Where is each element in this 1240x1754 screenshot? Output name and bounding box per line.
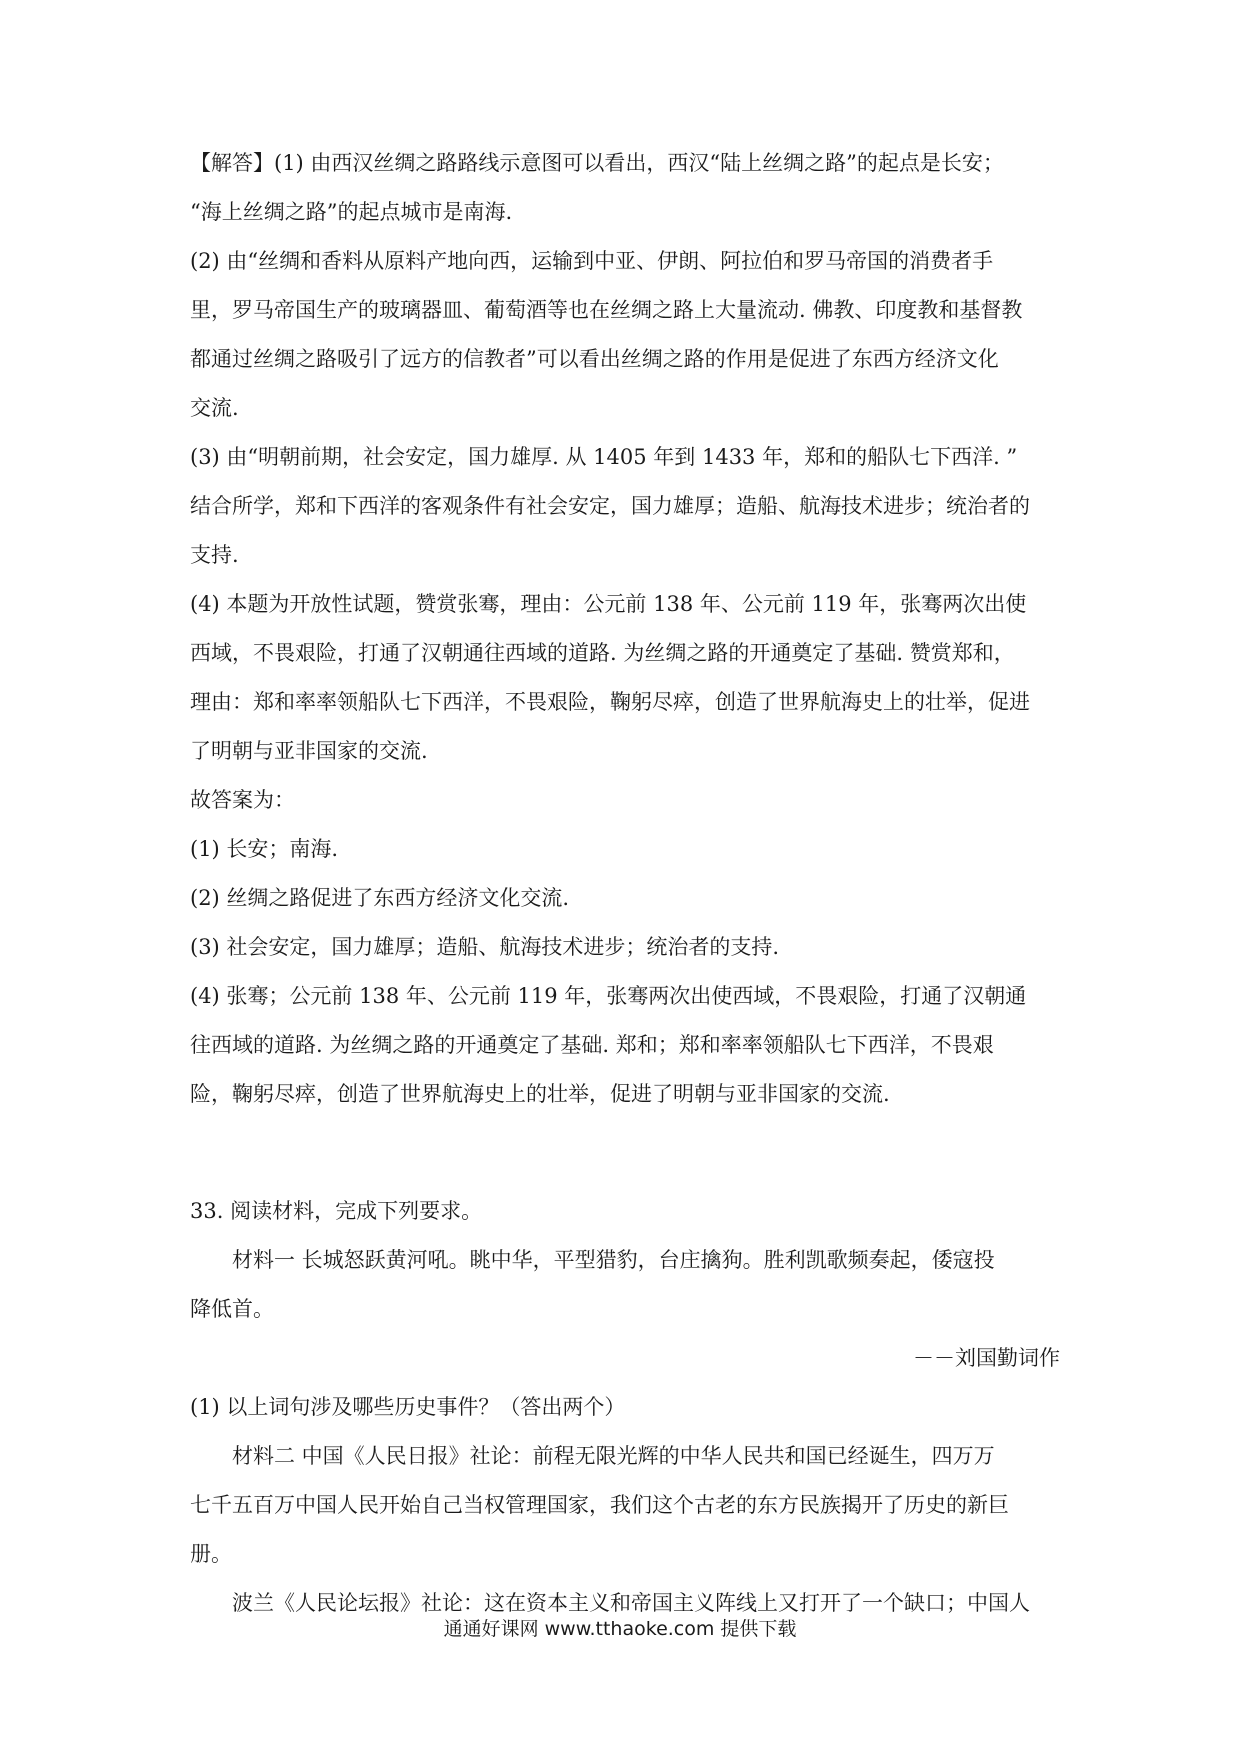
answer-line: 西域，不畏艰险，打通了汉朝通往西域的道路. 为丝绸之路的开通奠定了基础. 赞赏郑和， [190,641,1015,665]
answer-line: 【解答】(1) 由西汉丝绸之路路线示意图可以看出，西汉“陆上丝绸之路”的起点是长安； [190,151,1004,175]
answer-line: (3) 社会安定，国力雄厚；造船、航海技术进步；统治者的支持. [190,935,780,959]
material-two-line: 材料二 中国《人民日报》社论：前程无限光辉的中华人民共和国已经诞生，四万万 [232,1444,995,1468]
answer-line: (4) 张骞；公元前 138 年、公元前 119 年，张骞两次出使西域，不畏艰险，打通了汉朝通 [190,984,1027,1008]
answer-line: (1) 长安；南海. [190,837,339,861]
sub-question-1: (1) 以上词句涉及哪些历史事件？（答出两个） [190,1395,626,1419]
answer-line: (4) 本题为开放性试题，赞赏张骞，理由：公元前 138 年、公元前 119 年，张骞两次出使 [190,592,1027,616]
answer-line: (2) 由“丝绸和香料从原料产地向西，运输到中亚、伊朗、阿拉伯和罗马帝国的消费者手 [190,249,994,273]
material-one-line: 降低首。 [190,1297,274,1321]
answer-line: 了明朝与亚非国家的交流. [190,739,428,763]
answer-line: 险，鞠躬尽瘁，创造了世界航海史上的壮举，促进了明朝与亚非国家的交流. [190,1082,890,1106]
answer-line: 理由：郑和率率领船队七下西洋，不畏艰险，鞠躬尽瘁，创造了世界航海史上的壮举，促进 [190,690,1030,714]
answer-line: 交流. [190,396,239,420]
question-33 [190,1196,1060,1637]
answer-line: 都通过丝绸之路吸引了远方的信教者”可以看出丝绸之路的作用是促进了东西方经济文化 [190,347,999,371]
answer-line: 往西域的道路. 为丝绸之路的开通奠定了基础. 郑和；郑和率率领船队七下西洋，不畏艰 [190,1033,994,1057]
material-two-line: 册。 [190,1542,232,1566]
answer-line: 里，罗马帝国生产的玻璃器皿、葡萄酒等也在丝绸之路上大量流动. 佛教、印度教和基督教 [190,298,1023,322]
answer-line: 支持. [190,543,239,567]
answer-section [190,148,1060,1128]
document-body [190,148,1060,1637]
answer-line: (2) 丝绸之路促进了东西方经济文化交流. [190,886,570,910]
answer-line: (3) 由“明朝前期，社会安定，国力雄厚. 从 1405 年到 1433 年，郑和的船队七下西洋. ” [190,445,1018,469]
poland-editorial-line: 波兰《人民论坛报》社论：这在资本主义和帝国主义阵线上又打开了一个缺口；中国人 [232,1591,1030,1615]
answer-line: 故答案为： [190,788,295,812]
material-two-line: 七千五百万中国人民开始自己当权管理国家，我们这个古老的东方民族揭开了历史的新巨 [190,1493,1009,1517]
material-one-line: 材料一 长城怒跃黄河吼。眺中华，平型猎豹，台庄擒狗。胜利凯歌频奏起，倭寇投 [232,1248,995,1272]
page-footer: 通通好课网 www.tthaoke.com 提供下载 [443,1618,797,1640]
question-title: 33. 阅读材料，完成下列要求。 [190,1199,483,1223]
section-gap [190,1128,1060,1196]
answer-line: “海上丝绸之路”的起点城市是南海. [190,200,513,224]
answer-line: 结合所学，郑和下西洋的客观条件有社会安定，国力雄厚；造船、航海技术进步；统治者的 [190,494,1030,518]
attribution: －－刘国勤词作 [913,1346,1060,1370]
